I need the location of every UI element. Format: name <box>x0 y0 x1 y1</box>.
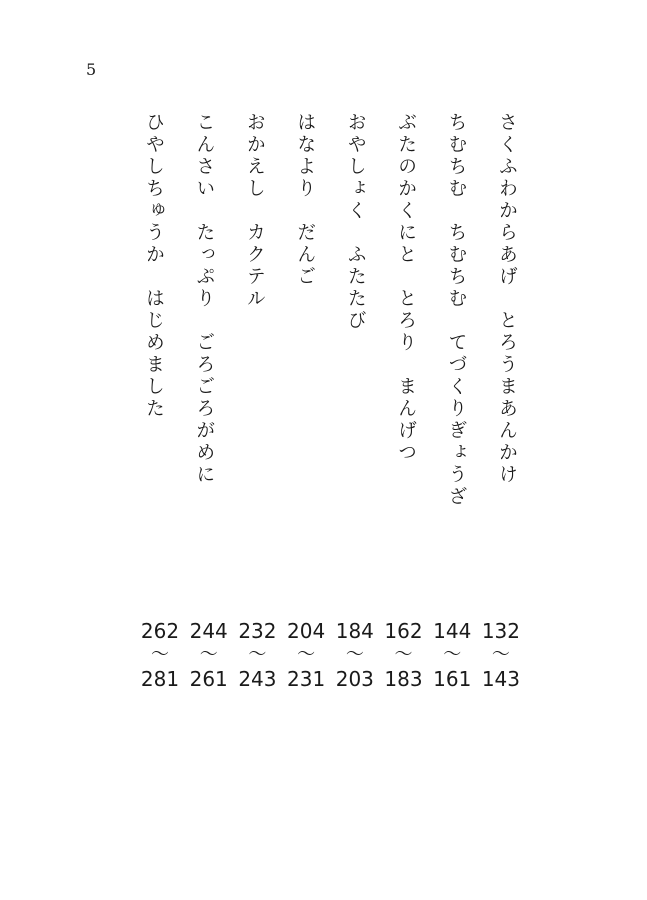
table-of-contents <box>138 112 523 552</box>
page-start: 184 <box>335 619 374 643</box>
page-range <box>235 618 279 692</box>
page-start: 204 <box>287 619 326 643</box>
page-end: 261 <box>189 667 228 691</box>
page-range <box>138 618 182 692</box>
page-range <box>430 618 474 692</box>
page-start: 232 <box>238 619 277 643</box>
range-separator: 〜 <box>443 644 462 665</box>
page-start: 162 <box>384 619 423 643</box>
range-separator: 〜 <box>345 644 364 665</box>
chapter-title: おやしょく ふたたび <box>344 112 367 332</box>
chapter-title: ぶたのかくにと とろり まんげつ <box>395 112 418 464</box>
page-end: 183 <box>384 667 423 691</box>
page-range <box>479 618 523 692</box>
page-end: 243 <box>238 667 277 691</box>
chapter-title: はなより だんご <box>294 112 317 288</box>
page-range <box>382 618 426 692</box>
page-range <box>333 618 377 692</box>
page-start: 144 <box>433 619 472 643</box>
chapter-title: ひやしちゅうか はじめました <box>143 112 165 420</box>
chapter-title: ちむちむ ちむちむ てづくりぎょうざ <box>445 112 468 508</box>
page-end: 203 <box>335 667 374 691</box>
page-start: 262 <box>140 619 180 643</box>
page-end: 281 <box>140 667 180 691</box>
range-separator: 〜 <box>248 644 267 665</box>
page-range <box>187 618 231 692</box>
page-end: 143 <box>481 667 521 691</box>
range-separator: 〜 <box>491 644 510 665</box>
page-number: 5 <box>86 60 97 79</box>
page-start: 132 <box>481 619 521 643</box>
range-separator: 〜 <box>199 644 218 665</box>
range-separator: 〜 <box>297 644 316 665</box>
chapter-title: こんさい たっぷり ごろごろがめに <box>193 112 216 486</box>
page-range <box>284 618 328 692</box>
chapter-title: おかえし カクテル <box>243 112 266 310</box>
range-separator: 〜 <box>394 644 413 665</box>
chapter-title: さくふわからあげ とろうまあんかけ <box>495 112 518 486</box>
page-end: 161 <box>433 667 472 691</box>
range-separator: 〜 <box>151 644 169 665</box>
page-end: 231 <box>287 667 326 691</box>
page-ranges <box>138 618 523 692</box>
page-start: 244 <box>189 619 228 643</box>
